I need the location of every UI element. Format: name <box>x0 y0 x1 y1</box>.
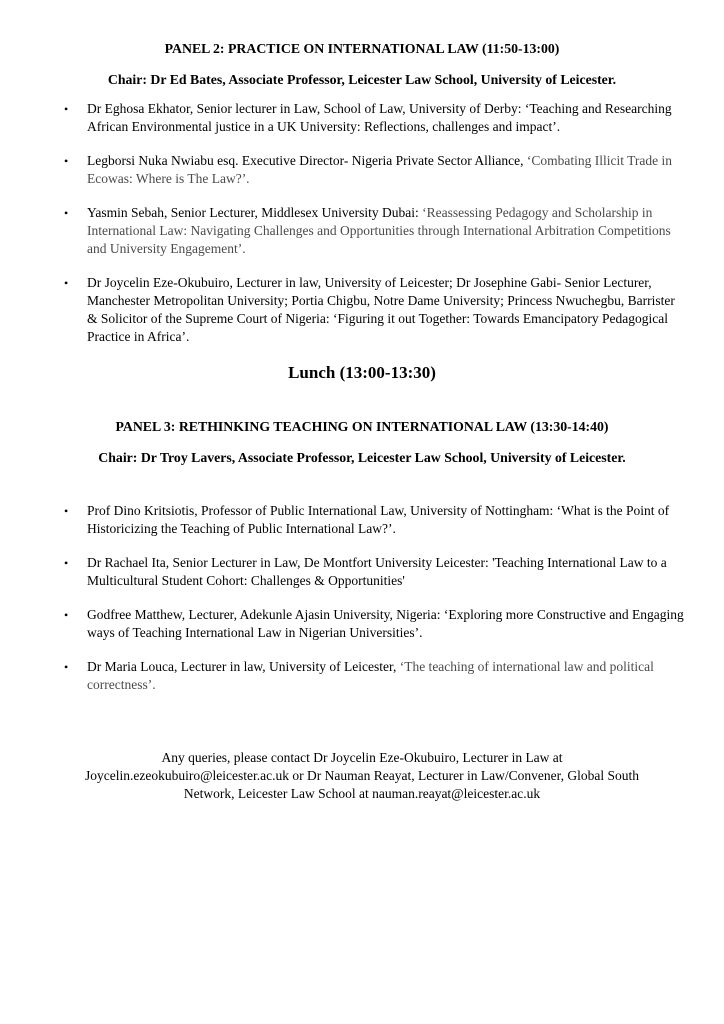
bullet-icon: • <box>64 556 69 570</box>
speaker-text: Yasmin Sebah, Senior Lecturer, Middlesex University Dubai: <box>87 205 423 220</box>
talk-title-text: ‘Combating Illicit Trade in Ecowas: Where is The Law?’. <box>87 153 672 186</box>
panel3-speaker-list <box>64 502 686 694</box>
bullet-text <box>87 606 686 642</box>
speaker-text: Dr Rachael Ita, Senior Lecturer in Law, De Montfort University Leicester: 'Teaching International Law to a Multicultural Student Cohort: Challenges & Opportunities' <box>87 555 667 588</box>
panel2-chair: Chair: Dr Ed Bates, Associate Professor, Leicester Law School, University of Leicester. <box>107 72 617 87</box>
talk-title-text: ‘The teaching of international law and political correctness’. <box>87 659 654 692</box>
bullet-text <box>87 152 686 188</box>
talk-title-text: ‘Reassessing Pedagogy and Scholarship in International Law: Navigating Challenges and Opportunities through International Arbitration Competitions and University Engagement’. <box>87 205 671 256</box>
speaker-text: Prof Dino Kritsiotis, Professor of Public International Law, University of Nottingham: ‘What is the Point of Historicizing the Teaching of Public International Law?’. <box>87 503 670 536</box>
list-item <box>64 658 686 694</box>
bullet-text <box>87 274 686 346</box>
list-item <box>64 152 686 188</box>
contact-line: Joycelin.ezeokubuiro@leicester.ac.uk or Dr Nauman Reayat, Lecturer in Law/Convener, Global South <box>85 768 639 783</box>
list-item <box>64 502 686 538</box>
bullet-icon: • <box>64 276 69 290</box>
bullet-icon: • <box>64 206 69 220</box>
speaker-text: Godfree Matthew, Lecturer, Adekunle Ajasin University, Nigeria: ‘Exploring more Constructive and Engaging ways of Teaching International Law in Nigerian Universities’. <box>87 607 684 640</box>
speaker-text: Dr Maria Louca, Lecturer in law, University of Leicester, <box>87 659 400 674</box>
bullet-text <box>87 100 686 136</box>
bullet-icon: • <box>64 608 69 622</box>
bullet-text <box>87 204 686 258</box>
panel3-heading: PANEL 3: RETHINKING TEACHING ON INTERNATIONAL LAW (13:30-14:40) <box>115 419 609 434</box>
contact-line: Network, Leicester Law School at nauman.reayat@leicester.ac.uk <box>183 786 541 801</box>
panel2-heading: PANEL 2: PRACTICE ON INTERNATIONAL LAW (11:50-13:00) <box>164 41 560 56</box>
list-item <box>64 204 686 258</box>
speaker-text: Dr Joycelin Eze-Okubuiro, Lecturer in law, University of Leicester; Dr Josephine Gabi- Senior Lecturer, Manchester Metropolitan University; Portia Chigbu, Notre Dame University; Princess Nwuchegbu, Barrister & Solicitor of the Supreme Court of Nigeria: ‘Figuring it out Together: Towards Emancipatory Pedagogical Practice in Africa’. <box>87 275 675 344</box>
list-item <box>64 554 686 590</box>
bullet-icon: • <box>64 102 69 116</box>
list-item <box>64 606 686 642</box>
list-item <box>64 100 686 136</box>
lunch-heading: Lunch (13:00-13:30) <box>288 363 436 382</box>
speaker-text: Legborsi Nuka Nwiabu esq. Executive Director- Nigeria Private Sector Alliance, <box>87 153 527 168</box>
bullet-text <box>87 554 686 590</box>
bullet-icon: • <box>64 154 69 168</box>
list-item <box>64 274 686 346</box>
contact-note <box>38 749 686 803</box>
bullet-text <box>87 502 686 538</box>
bullet-icon: • <box>64 660 69 674</box>
bullet-text <box>87 658 686 694</box>
panel2-speaker-list <box>64 100 686 346</box>
panel3-chair: Chair: Dr Troy Lavers, Associate Professor, Leicester Law School, University of Leicester. <box>98 450 626 465</box>
contact-line: Any queries, please contact Dr Joycelin Eze-Okubuiro, Lecturer in Law at <box>161 750 563 765</box>
speaker-text: Dr Eghosa Ekhator, Senior lecturer in Law, School of Law, University of Derby: ‘Teaching and Researching African Environmental justice in a UK University: Reflections, challenges and impact’. <box>87 101 672 134</box>
bullet-icon: • <box>64 504 69 518</box>
